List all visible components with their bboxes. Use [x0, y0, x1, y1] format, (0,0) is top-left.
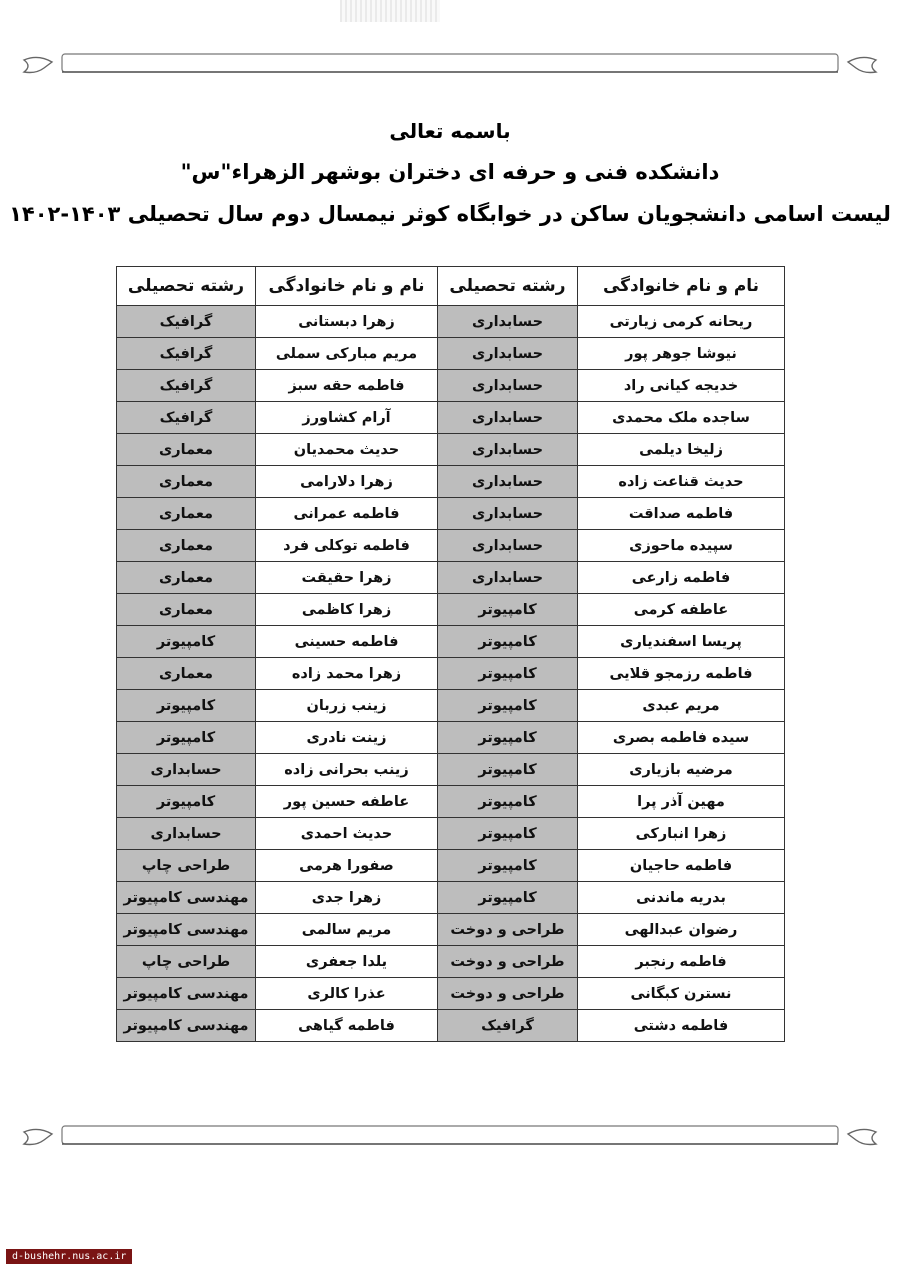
- table-row: [117, 466, 785, 498]
- student-field-cell: گرافیک: [117, 402, 256, 434]
- bottom-scroll-border: [22, 1124, 878, 1152]
- student-name-cell: آرام کشاورز: [256, 402, 438, 434]
- table-header-row: [117, 267, 785, 306]
- student-name-cell: ساجده ملک محمدی: [578, 402, 785, 434]
- student-field-cell: معماری: [117, 594, 256, 626]
- student-name-cell: زهرا محمد زاده: [256, 658, 438, 690]
- student-name-cell: رضوان عبدالهی: [578, 914, 785, 946]
- student-name-cell: صفورا هرمی: [256, 850, 438, 882]
- table-row: [117, 946, 785, 978]
- student-name-cell: عذرا کالری: [256, 978, 438, 1010]
- student-field-cell: مهندسی کامپیوتر: [117, 1010, 256, 1042]
- student-field-cell: گرافیک: [117, 338, 256, 370]
- student-field-cell: طراحی چاپ: [117, 850, 256, 882]
- student-field-cell: گرافیک: [438, 1010, 578, 1042]
- student-field-cell: معماری: [117, 434, 256, 466]
- student-name-cell: یلدا جعفری: [256, 946, 438, 978]
- student-name-cell: فاطمه صداقت: [578, 498, 785, 530]
- table-row: [117, 818, 785, 850]
- table-row: [117, 978, 785, 1010]
- student-name-cell: مهین آذر پرا: [578, 786, 785, 818]
- table-row: [117, 850, 785, 882]
- student-name-cell: نیوشا جوهر پور: [578, 338, 785, 370]
- student-name-cell: فاطمه حسینی: [256, 626, 438, 658]
- student-field-cell: گرافیک: [117, 306, 256, 338]
- table-row: [117, 626, 785, 658]
- table-row: [117, 434, 785, 466]
- student-field-cell: کامپیوتر: [438, 658, 578, 690]
- student-name-cell: حدیث محمدیان: [256, 434, 438, 466]
- student-name-cell: بدریه ماندنی: [578, 882, 785, 914]
- table-row: [117, 690, 785, 722]
- table-row: [117, 306, 785, 338]
- student-name-cell: زینب زربان: [256, 690, 438, 722]
- table-row: [117, 658, 785, 690]
- student-field-cell: مهندسی کامپیوتر: [117, 914, 256, 946]
- student-name-cell: سپیده ماحوزی: [578, 530, 785, 562]
- student-field-cell: معماری: [117, 562, 256, 594]
- student-field-cell: کامپیوتر: [438, 818, 578, 850]
- student-field-cell: معماری: [117, 498, 256, 530]
- student-name-cell: پریسا اسفندیاری: [578, 626, 785, 658]
- student-name-cell: مریم عبدی: [578, 690, 785, 722]
- student-name-cell: خدیجه کیانی راد: [578, 370, 785, 402]
- student-name-cell: مریم مبارکی سملی: [256, 338, 438, 370]
- table-row: [117, 402, 785, 434]
- document-header: [0, 116, 900, 238]
- site-watermark: d-bushehr.nus.ac.ir: [6, 1249, 132, 1264]
- student-field-cell: طراحی و دوخت: [438, 946, 578, 978]
- student-name-cell: سیده فاطمه بصری: [578, 722, 785, 754]
- student-field-cell: حسابداری: [117, 754, 256, 786]
- header-field-col-2: رشته تحصیلی: [117, 267, 256, 306]
- student-name-cell: زهرا جدی: [256, 882, 438, 914]
- college-name: دانشکده فنی و حرفه ای دختران بوشهر الزهراء"س": [180, 160, 720, 184]
- student-field-cell: کامپیوتر: [117, 626, 256, 658]
- table-row: [117, 594, 785, 626]
- student-field-cell: گرافیک: [117, 370, 256, 402]
- scroll-ornament: [22, 52, 878, 80]
- student-name-cell: مریم سالمی: [256, 914, 438, 946]
- student-field-cell: کامپیوتر: [438, 882, 578, 914]
- student-field-cell: حسابداری: [438, 530, 578, 562]
- student-field-cell: کامپیوتر: [438, 722, 578, 754]
- table-row: [117, 882, 785, 914]
- student-field-cell: معماری: [117, 658, 256, 690]
- students-table-wrapper: [116, 266, 784, 1042]
- table-row: [117, 338, 785, 370]
- student-name-cell: زهرا دلارامی: [256, 466, 438, 498]
- student-field-cell: طراحی و دوخت: [438, 914, 578, 946]
- student-name-cell: حدیث احمدی: [256, 818, 438, 850]
- student-field-cell: حسابداری: [438, 498, 578, 530]
- student-name-cell: زلیخا دیلمی: [578, 434, 785, 466]
- table-row: [117, 722, 785, 754]
- student-name-cell: فاطمه حقه سبز: [256, 370, 438, 402]
- student-field-cell: مهندسی کامپیوتر: [117, 978, 256, 1010]
- table-row: [117, 754, 785, 786]
- student-field-cell: کامپیوتر: [117, 786, 256, 818]
- table-row: [117, 530, 785, 562]
- student-field-cell: حسابداری: [438, 466, 578, 498]
- student-name-cell: فاطمه حاجیان: [578, 850, 785, 882]
- student-name-cell: نسترن کبگانی: [578, 978, 785, 1010]
- student-field-cell: طراحی چاپ: [117, 946, 256, 978]
- student-field-cell: حسابداری: [438, 306, 578, 338]
- student-field-cell: کامپیوتر: [438, 594, 578, 626]
- student-field-cell: حسابداری: [438, 338, 578, 370]
- student-field-cell: کامپیوتر: [438, 754, 578, 786]
- student-name-cell: زهرا کاظمی: [256, 594, 438, 626]
- top-scroll-border: [22, 52, 878, 80]
- student-field-cell: کامپیوتر: [438, 850, 578, 882]
- table-row: [117, 562, 785, 594]
- header-field-col-1: رشته تحصیلی: [438, 267, 578, 306]
- table-row: [117, 786, 785, 818]
- student-name-cell: فاطمه گیاهی: [256, 1010, 438, 1042]
- student-name-cell: فاطمه عمرانی: [256, 498, 438, 530]
- table-row: [117, 1010, 785, 1042]
- student-name-cell: فاطمه توکلی فرد: [256, 530, 438, 562]
- invocation-title: باسمه تعالی: [389, 119, 511, 143]
- student-field-cell: حسابداری: [438, 562, 578, 594]
- student-field-cell: حسابداری: [438, 402, 578, 434]
- student-field-cell: کامپیوتر: [438, 786, 578, 818]
- student-name-cell: عاطفه حسین پور: [256, 786, 438, 818]
- student-field-cell: مهندسی کامپیوتر: [117, 882, 256, 914]
- student-field-cell: حسابداری: [438, 370, 578, 402]
- student-field-cell: حسابداری: [117, 818, 256, 850]
- student-field-cell: طراحی و دوخت: [438, 978, 578, 1010]
- scan-noise: [340, 0, 440, 22]
- student-name-cell: فاطمه رزمجو قلایی: [578, 658, 785, 690]
- student-name-cell: مرضیه بازیاری: [578, 754, 785, 786]
- student-name-cell: فاطمه دشتی: [578, 1010, 785, 1042]
- header-name-col-1: نام و نام خانوادگی: [578, 267, 785, 306]
- student-name-cell: عاطفه کرمی: [578, 594, 785, 626]
- student-field-cell: حسابداری: [438, 434, 578, 466]
- student-field-cell: کامپیوتر: [438, 626, 578, 658]
- student-name-cell: زهرا انبارکی: [578, 818, 785, 850]
- scroll-ornament: [22, 1124, 878, 1152]
- student-name-cell: زینب بحرانی زاده: [256, 754, 438, 786]
- list-title: لیست اسامی دانشجویان ساکن در خوابگاه کوثر نیمسال دوم سال تحصیلی ۱۴۰۳-۱۴۰۲: [9, 202, 891, 226]
- students-table: [116, 266, 785, 1042]
- student-name-cell: زهرا دبستانی: [256, 306, 438, 338]
- student-field-cell: کامپیوتر: [438, 690, 578, 722]
- student-name-cell: زهرا حقیقت: [256, 562, 438, 594]
- student-field-cell: معماری: [117, 530, 256, 562]
- student-name-cell: فاطمه رنجبر: [578, 946, 785, 978]
- student-field-cell: کامپیوتر: [117, 722, 256, 754]
- student-name-cell: زینت نادری: [256, 722, 438, 754]
- student-name-cell: ریحانه کرمی زیارتی: [578, 306, 785, 338]
- student-name-cell: فاطمه زارعی: [578, 562, 785, 594]
- table-row: [117, 914, 785, 946]
- header-name-col-2: نام و نام خانوادگی: [256, 267, 438, 306]
- student-field-cell: کامپیوتر: [117, 690, 256, 722]
- student-field-cell: معماری: [117, 466, 256, 498]
- table-row: [117, 498, 785, 530]
- table-row: [117, 370, 785, 402]
- table-body: [117, 306, 785, 1042]
- student-name-cell: حدیث قناعت زاده: [578, 466, 785, 498]
